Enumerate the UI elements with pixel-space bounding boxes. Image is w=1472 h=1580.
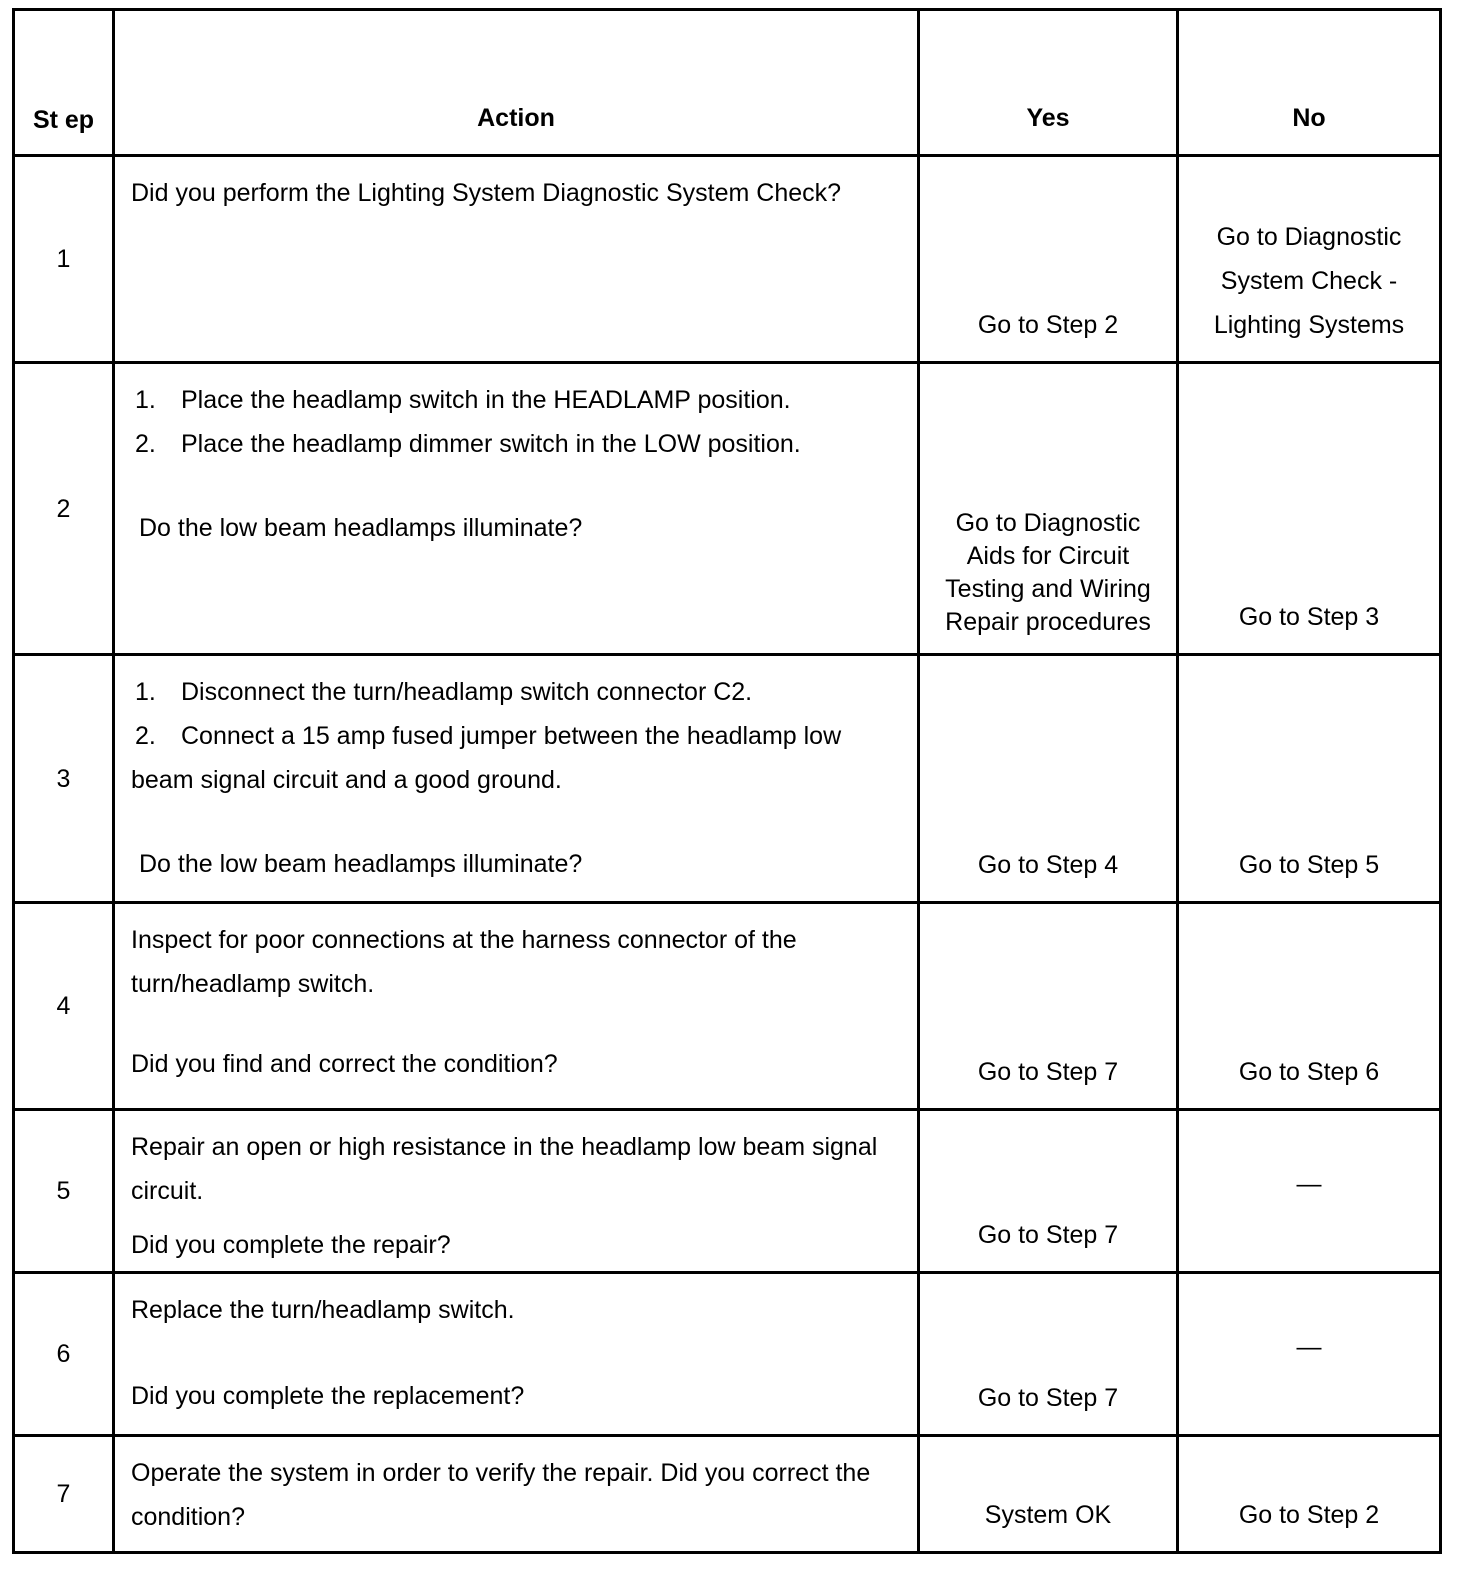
- yes-cell: Go to Step 7: [919, 903, 1178, 1110]
- header-action: Action: [114, 10, 919, 156]
- table-row: [14, 1273, 1441, 1436]
- no-cell: Go to Diagnostic System Check - Lighting Systems: [1178, 156, 1441, 363]
- header-no: No: [1178, 10, 1441, 156]
- yes-cell: System OK: [919, 1436, 1178, 1553]
- step-number: 7: [14, 1436, 114, 1553]
- action-text: Repair an open or high resistance in the headlamp low beam signal circuit.: [131, 1133, 878, 1205]
- table-row: [14, 903, 1441, 1110]
- no-cell: Go to Step 3: [1178, 363, 1441, 655]
- no-cell: Go to Step 6: [1178, 903, 1441, 1110]
- yes-cell: Go to Diagnostic Aids for Circuit Testing and Wiring Repair procedures: [919, 363, 1178, 655]
- step-number: 2: [14, 363, 114, 655]
- yes-cell: Go to Step 2: [919, 156, 1178, 363]
- step-number: 5: [14, 1110, 114, 1273]
- step-number: 4: [14, 903, 114, 1110]
- action-cell: [114, 903, 919, 1110]
- action-question: Did you complete the repair?: [131, 1231, 451, 1259]
- no-cell: Go to Step 5: [1178, 655, 1441, 903]
- action-step-2: 2. Place the headlamp dimmer switch in the LOW position.: [135, 430, 801, 458]
- action-cell: [114, 1436, 919, 1553]
- header-step: St ep: [14, 10, 114, 156]
- action-cell: [114, 1273, 919, 1436]
- action-question: Do the low beam headlamps illuminate?: [139, 514, 583, 542]
- action-question: Do the low beam headlamps illuminate?: [139, 850, 583, 878]
- yes-cell: Go to Step 7: [919, 1273, 1178, 1436]
- action-question: Did you complete the replacement?: [131, 1382, 525, 1410]
- table-row: [14, 1110, 1441, 1273]
- step-number: 6: [14, 1273, 114, 1436]
- yes-cell: Go to Step 4: [919, 655, 1178, 903]
- table-row: [14, 363, 1441, 655]
- header-row: [14, 10, 1441, 156]
- action-cell: [114, 655, 919, 903]
- action-text: Did you perform the Lighting System Diagnostic System Check?: [131, 179, 842, 207]
- no-cell: —: [1178, 1110, 1441, 1273]
- no-cell: —: [1178, 1273, 1441, 1436]
- step-number: 3: [14, 655, 114, 903]
- action-question: Did you find and correct the condition?: [131, 1050, 558, 1078]
- table-row: [14, 655, 1441, 903]
- no-cell: Go to Step 2: [1178, 1436, 1441, 1553]
- action-text: Operate the system in order to verify the repair. Did you correct the condition?: [131, 1459, 871, 1531]
- action-cell: [114, 156, 919, 363]
- action-step-1: 1. Place the headlamp switch in the HEADLAMP position.: [135, 386, 791, 414]
- action-cell: [114, 1110, 919, 1273]
- yes-cell: Go to Step 7: [919, 1110, 1178, 1273]
- action-cell: [114, 363, 919, 655]
- header-yes: Yes: [919, 10, 1178, 156]
- action-step-1: 1. Disconnect the turn/headlamp switch connector C2.: [135, 678, 753, 706]
- table-row: [14, 1436, 1441, 1553]
- action-text: Inspect for poor connections at the harness connector of the turn/headlamp switch.: [131, 926, 797, 998]
- table-row: [14, 156, 1441, 363]
- action-step-2: 2. Connect a 15 amp fused jumper between the headlamp low beam signal circuit and a good ground.: [131, 722, 842, 794]
- action-text: Replace the turn/headlamp switch.: [131, 1296, 515, 1324]
- diagnostic-table: [12, 8, 1442, 1554]
- step-number: 1: [14, 156, 114, 363]
